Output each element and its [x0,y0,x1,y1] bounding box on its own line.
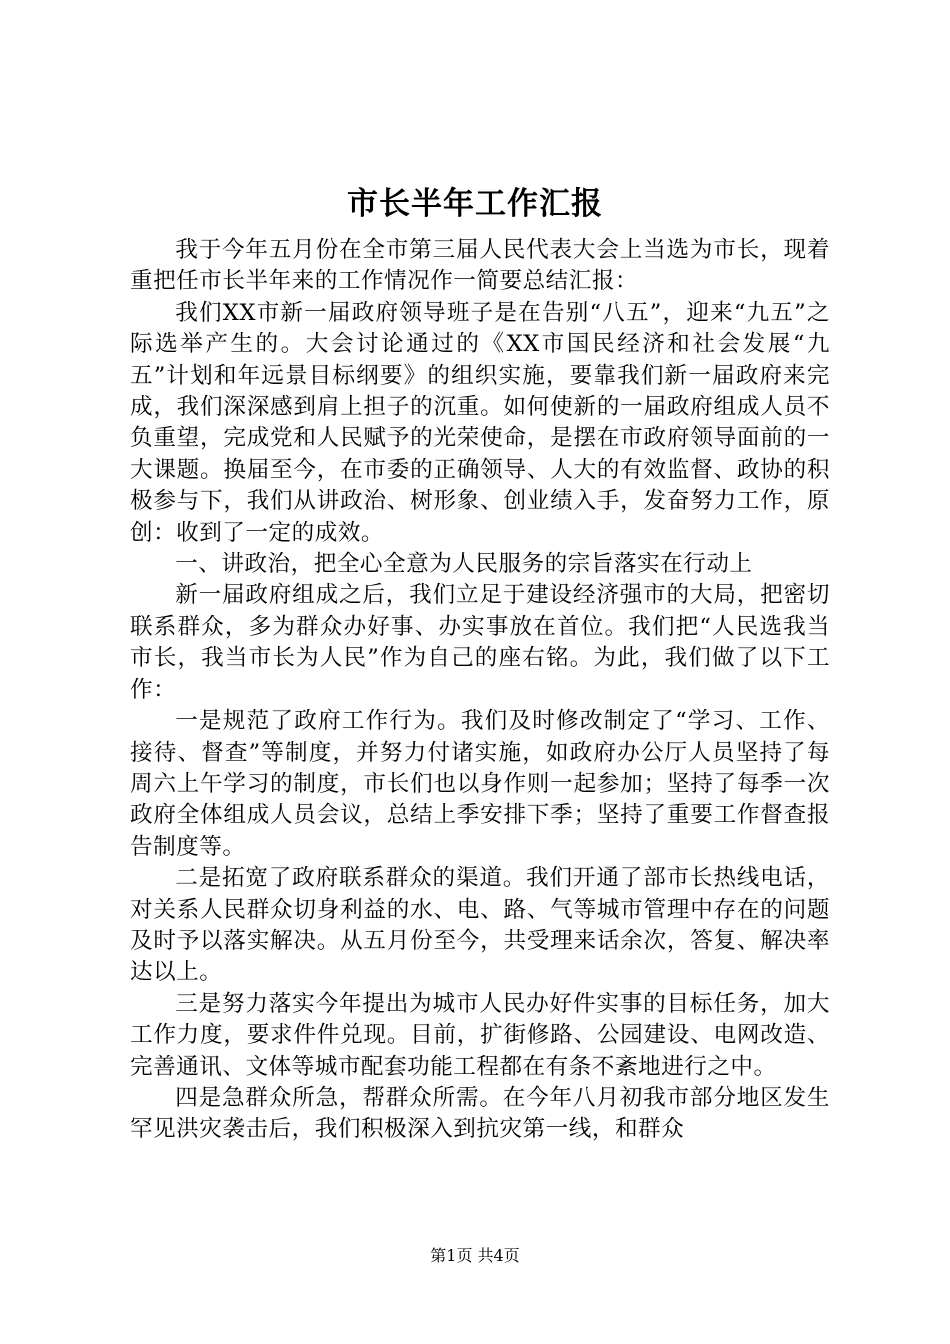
document-body [130,235,830,1146]
page-number-footer: 第1页 共4页 [430,1246,520,1265]
paragraph: 我们XX市新一届政府领导班子是在告别“八五”，迎来“九五”之际选举产生的。大会讨论通过的《XX市国民经济和社会发展“九五”计划和年远景目标纲要》的组织实施，要靠我们新一届政府来完成，我们深深感到肩上担子的沉重。如何使新的一届政府组成人员不负重望，完成党和人民赋予的光荣使命，是摆在市政府领导面前的一大课题。换届至今，在市委的正确领导、人大的有效监督、政协的积极参与下，我们从讲政治、树形象、创业绩入手，发奋努力工作，原创：收到了一定的成效。 [130,299,830,546]
paragraph: 二是拓宽了政府联系群众的渠道。我们开通了部市长热线电话，对关系人民群众切身利益的水、电、路、气等城市管理中存在的问题及时予以落实解决。从五月份至今，共受理来话余次，答复、解决率达以上。 [130,865,830,986]
paragraph: 我于今年五月份在全市第三届人民代表大会上当选为市长，现着重把任市长半年来的工作情况作一简要总结汇报： [130,237,830,295]
section-heading: 一、讲政治，把全心全意为人民服务的宗旨落实在行动上 [175,551,753,578]
paragraph: 四是急群众所急，帮群众所需。在今年八月初我市部分地区发生罕见洪灾袭击后，我们积极深入到抗灾第一线，和群众 [130,1084,830,1143]
document-title: 市长半年工作汇报 [347,186,603,222]
paragraph: 新一届政府组成之后，我们立足于建设经济强市的大局，把密切联系群众，多为群众办好事、办实事放在首位。我们把“人民选我当市长，我当市长为人民”作为自己的座右铭。为此，我们做了以下工作： [130,582,830,703]
paragraph: 三是努力落实今年提出为城市人民办好件实事的目标任务，加大工作力度，要求件件兑现。目前，扩街修路、公园建设、电网改造、完善通讯、文体等城市配套功能工程都在有条不紊地进行之中。 [130,990,830,1080]
paragraph: 一是规范了政府工作行为。我们及时修改制定了“学习、工作、接待、督查”等制度，并努力付诸实施，如政府办公厅人员坚持了每周六上午学习的制度，市长们也以身作则一起参加；坚持了每季一次政府全体组成人员会议，总结上季安排下季；坚持了重要工作督查报告制度等。 [130,708,830,860]
